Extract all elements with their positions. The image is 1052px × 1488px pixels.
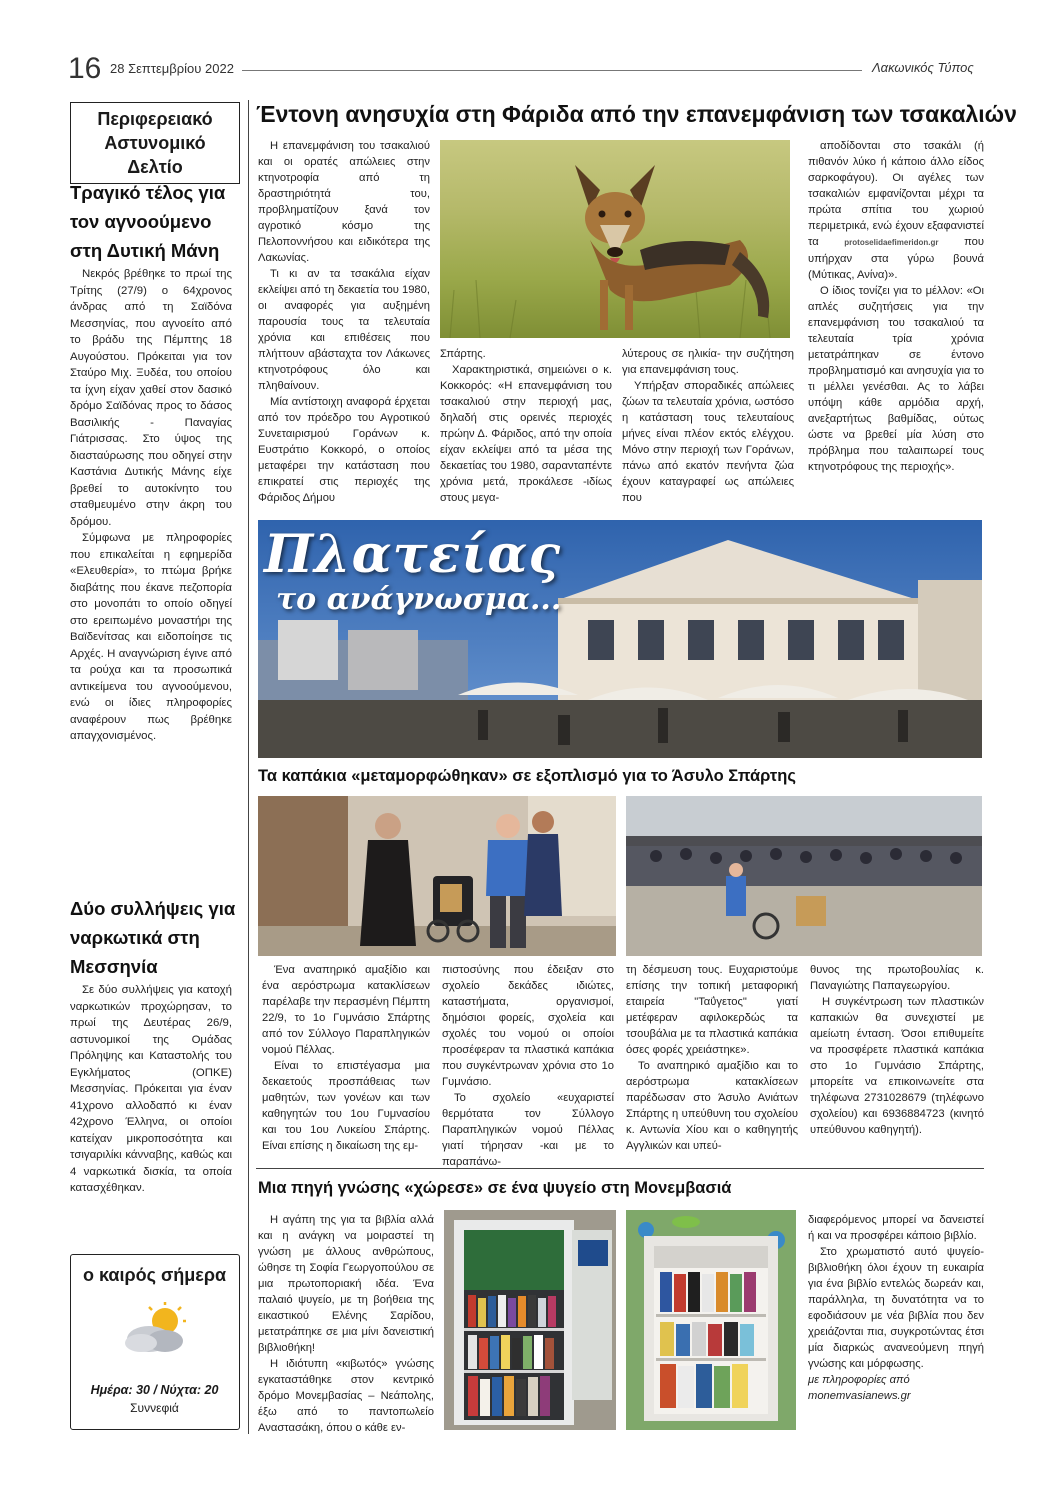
article3-paragraph: Στο χρωματιστό αυτό ψυγείο-βιβλιοθήκη όλοι έχουν τη ευκαιρία για ένα βιβλίο εντελώς δωρεάν και, παράλληλα, τη δυνατότητα να το εφοδιάσουν με νέα βιβλία που δεν χρειάζονται πια, συγκροτώντας έτσι μία διαρκώς ανανεούμενη πηγή γνώσης και μόρφωσης. [808,1246,984,1370]
article1-paragraph: Υπήρξαν σποραδικές απώλειες ζώων τα τελευταία χρόνια, ωστόσο η κατάσταση τους τελευταίους μήνες είναι πλέον εκτός ελέγχου. Μόνο στην περιοχή των Γοράνων, πάνω από εκατόν πενήντα ζώα έχουν καταγραφεί ως απώλειες που [622,380,794,504]
column-divider [248,100,249,1434]
article2-paragraph: Ένα αναπηρικό αμαξίδιο και ένα αερόστρωμα κατακλίσεων παρέλαβε την περασμένη Πέμπτη 22/9, το 1ο Γυμνάσιο Σπάρτης από τον Σύλλογο Παραπληγικών νομού Πέλλας. [262,964,430,1056]
story1-title: Τραγικό τέλος για τον αγνοούμενο στη Δυτική Μάνη [70,182,226,261]
article3-paragraph: Η αγάπη της για τα βιβλία αλλά και η ανάγκη να μοιραστεί τη γνώση με άλλους ανθρώπους, ώθησε τη Σοφία Γεωργοπούλου σε μια πρωτοποριακή ιδέα. Ένα παλαιό ψυγείο, με τη βοήθεια της εικαστικού Ελένης Σαρίδου, μετατράπηκε σε μια μίνι δανειστική βιβλιοθήκη! [258,1214,434,1354]
students-group-photo [626,796,982,956]
article3-paragraph: διαφερόμενος μπορεί να δανειστεί ή και να προσφέρει κάποιο βιβλίο. [808,1214,984,1242]
fridge-open-photo [626,1210,796,1430]
article2-paragraph: τη δέσμευση τους. Ευχαριστούμε επίσης την τοπική μεταφορική εταιρεία "Ταΰγετος" γιατί μετέφεραν αφιλοκερδώς τα τσουβάλια με τα πλαστικά καπάκια όσες φορές χρειάστηκε». [626,964,798,1056]
banner-title-line2: το ανάγνωσμα... [276,582,562,617]
asylum-delivery-photo [258,796,616,956]
cloudy-sun-icon [119,1301,195,1357]
article1-text: αποδίδονται στο τσακάλι (ή πιθανόν λύκο ή κάποιο άλλο είδος σαρκοφάγου). Οι αγέλες των τσακαλιών εμφανίζονται μέχρι τα πρώτα σπίτια του χωριού περιμετρικά, ενώ έχουν εξαφανιστεί τα [808,140,984,248]
article1-col4 [808,138,984,504]
article1-paragraph [808,138,984,283]
article1-headline: Έντονη ανησυχία στη Φάριδα από την επανεμφάνιση των τσακαλιών [256,101,1017,127]
newspaper-name: Λακωνικός Τύπος [872,60,974,75]
header-rule [242,70,862,71]
watermark: protoselidaefimeridon.gr [844,238,939,247]
story1-body [70,266,232,870]
article1-paragraph: Τι κι αν τα τσακάλια είχαν εκλείψει από τη δεκαετία του 1980, οι αναφορές για αυξημένη παρουσία τους τα τελευταία χρόνια και επιθέσεις που πλήττουν αβάσταχτα τον Λάκωνες κτηνοτρόφους όλο και πληθαίνουν. [258,268,430,392]
article3-credit: με πληροφορίες από monemvasianews.gr [808,1374,911,1402]
fridge-library-photo [444,1210,616,1430]
article1-col1 [258,138,430,504]
article3-paragraph: Η ιδιότυπη «κιβωτός» γνώσης εγκαταστάθηκε στον κεντρικό δρόμο Μονεμβασίας – Νεάπολης, έξω από το παντοπωλείο Αναστασάκη, όπου ο κάθε εν- [258,1358,434,1434]
story1-paragraph: Νεκρός βρέθηκε το πρωί της Τρίτης (27/9) ο 64χρονος άνδρας από τη Σαϊδόνα Μεσσηνίας, που αγνοείτο από το βράδυ της Πέμπτης 18 Αυγούστου. Πρόκειται για τον Σταύρο Μιχ. Ξυδέα, του οποίου τα ίχνη είχαν χαθεί στον δασικό δρόμο Σαϊδόνας προς το δάσος Βασιλικής - Παναγίας Γιάτρισσας. Στο ύψος της διασταύρωσης που οδηγεί στην Καστάνια Δυτικής Μάνης είχε βρεθεί το αυτοκίνητο του σταθμευμένο στην άκρη του δρόμου. [70,268,232,528]
issue-date: 28 Σεπτεμβρίου 2022 [110,61,234,76]
story1-paragraph: Σύμφωνα με πληροφορίες που επικαλείται η εφημερίδα «Ελευθερία», το πτώμα βρήκε διαβάτης που έκανε πεζοπορία στο μονοπάτι το οποίο οδηγεί στο ερειπωμένο μοναστήρι της Βαϊδενίτσας και ειδοποίησε τις Αρχές. Η αναγνώριση έγινε από τα ρούχα και τα προσωπικά αντικείμενα του αγνοούμενου, ενώ οι ίδιες πληροφορίες αναφέρουν πως βρέθηκε απαγχονισμένος. [70,532,232,742]
page-number: 16 [68,52,102,85]
weather-box [70,1254,240,1430]
platia-banner [258,520,982,758]
article1-col2 [440,346,612,506]
jackal-photo [440,140,790,338]
article1-paragraph: Σπάρτης. [440,348,486,360]
article1-text: που υπήρχαν στα γύρω βουνά (Μύτικας, Ανίνα)». [808,236,984,281]
article3-col1 [258,1212,434,1432]
story2-title: Δύο συλλήψεις για ναρκωτικά στη Μεσσηνία [70,898,236,977]
article2-col3 [626,962,798,1156]
weather-condition: Συννεφιά [130,1401,179,1415]
article1-paragraph: Η επανεμφάνιση του τσακαλιού και οι ορατές απώλειες στην κτηνοτροφία από τη δραστηριότητά του, προβληματίζουν ξανά τον αγροτικό κόσμο της Πελοποννήσου και ειδικότερα της Λακωνίας. [258,140,430,264]
section-title-line2: Αστυνομικό Δελτίο [104,133,206,177]
article1-paragraph: Μία αντίστοιχη αναφορά έρχεται από τον πρόεδρο του Αγροτικού Συνεταιρισμού Γοράνων κ. Ευστράτιο Κοκκορό, ο οποίος μεταφέρει την κατάσταση που επικρατεί στις περιοχές της Φάριδος Δήμου [258,396,430,504]
article2-paragraph: Είναι το επιστέγασμα μια δεκαετούς προσπάθειας των μαθητών, των γονέων και των καθηγητών του 1ου Γυμνασίου και του 1ου Λυκείου Σπάρτης. Είναι επίσης η δικαίωση της εμ- [262,1060,430,1152]
story2-paragraph: Σε δύο συλλήψεις για κατοχή ναρκωτικών προχώρησαν, το πρωί της Δευτέρας 26/9, αστυνομικοί της Ομάδας Πρόληψης και Καταστολής του Εγκλήματος (ΟΠΚΕ) Μεσσηνίας. Πρόκειται για έναν 41χρονο αλλοδαπό κι έναν 42χρονο Έλληνα, οι οποίοι κατείχαν μικροποσότητα και τσιγαριλίκι κάνναβης, καθώς και 4 ναρκωτικά δισκία, τα οποία κατασχέθηκαν. [70,984,232,1194]
weather-temps: Ημέρα: 30 / Νύχτα: 20 [90,1383,219,1397]
article3-headline: Μια πηγή γνώσης «χώρεσε» σε ένα ψυγείο στη Μονεμβασιά [258,1179,732,1197]
article2-col1 [262,962,430,1156]
article1-paragraph: Χαρακτηριστικά, σημειώνει ο κ. Κοκκορός: «Η επανεμφάνιση του τσακαλιού στην περιοχή μας, δηλαδή στις ορεινές περιοχές πρώην Δ. Φάριδος, από την οποία είχαν εκλείψει από τα μέσα της δεκαετίας του 1980, σαρανταπέντε χρόνια μετά, προκάλεσε -ιδίως στους μεγα- [440,364,612,504]
article1-col3 [622,346,794,506]
section-title-line1: Περιφερειακό [97,109,213,129]
article2-col4 [810,962,984,1156]
article2-col2 [442,962,614,1168]
article2-paragraph: πιστοσύνης που έδειξαν στο σχολείο δεκάδες ιδιώτες, καταστήματα, οργανισμοί, δημόσιοι φορείς, σχολεία και σχολές του νομού οι οποίοι προσέφεραν τα πλαστικά καπάκια που συγκέντρωναν χρόνια στο 1ο Γυμνάσιο. [442,964,614,1088]
article2-paragraph: Η συγκέντρωση των πλαστικών καπακιών θα συνεχιστεί με αμείωτη ένταση. Όσοι επιθυμείτε να προσφέρετε πλαστικά καπάκια στο 1ο Γυμνάσιο Σπάρτης, μπορείτε να επικοινωνείτε στα τηλέφωνα 2731028679 (τηλέφωνο σχολείου) και 6936884723 (κινητό υπεύθυνου καθηγητή). [810,996,984,1136]
section-divider [256,1168,984,1169]
article3-col4 [808,1212,984,1434]
article2-headline: Τα καπάκια «μεταμορφώθηκαν» σε εξοπλισμό για το Άσυλο Σπάρτης [258,767,796,785]
police-bulletin-title [70,102,240,184]
weather-title: ο καιρός σήμερα [82,1265,227,1285]
article2-paragraph: Το αναπηρικό αμαξίδιο και το αερόστρωμα κατακλίσεων παρέδωσαν στο Άσυλο Ανιάτων Σπάρτης η υπεύθυνη του σχολείου κ. Αντωνία Χίου και ο καθηγητής Αγγλικών και υπεύ- [626,1060,798,1152]
story2-body [70,982,232,1244]
article2-paragraph: θυνος της πρωτοβουλίας κ. Παναγιώτης Παπαγεωργίου. [810,964,984,992]
article1-paragraph: λύτερους σε ηλικία- την συζήτηση για επανεμφάνιση τους. [622,348,794,376]
banner-title-line1: Πλατείας [264,524,562,585]
article2-paragraph: Το σχολείο «ευχαριστεί θερμότατα τον Σύλλογο Παραπληγικών νομού Πέλλας γιατί τήρησαν -και με το παραπάνω- [442,1092,614,1168]
article1-paragraph: Ο ίδιος τονίζει για το μέλλον: «Οι απλές συζητήσεις για την επανεμφάνιση του τσακαλιού τα τελευταία τρία χρόνια μετατράπηκαν σε έντονο προβληματισμό και ανησυχία για το τι μέλλει γενέσθαι. Ας το λάβει υπόψη κάθε αρμόδια αρχή, ανεξαρτήτως βαθμίδας, ούτως ώστε να βρεθεί μία λύση στο πρόβλημα που ταλαιπωρεί τους κτηνοτρόφους της περιοχής». [808,285,984,473]
